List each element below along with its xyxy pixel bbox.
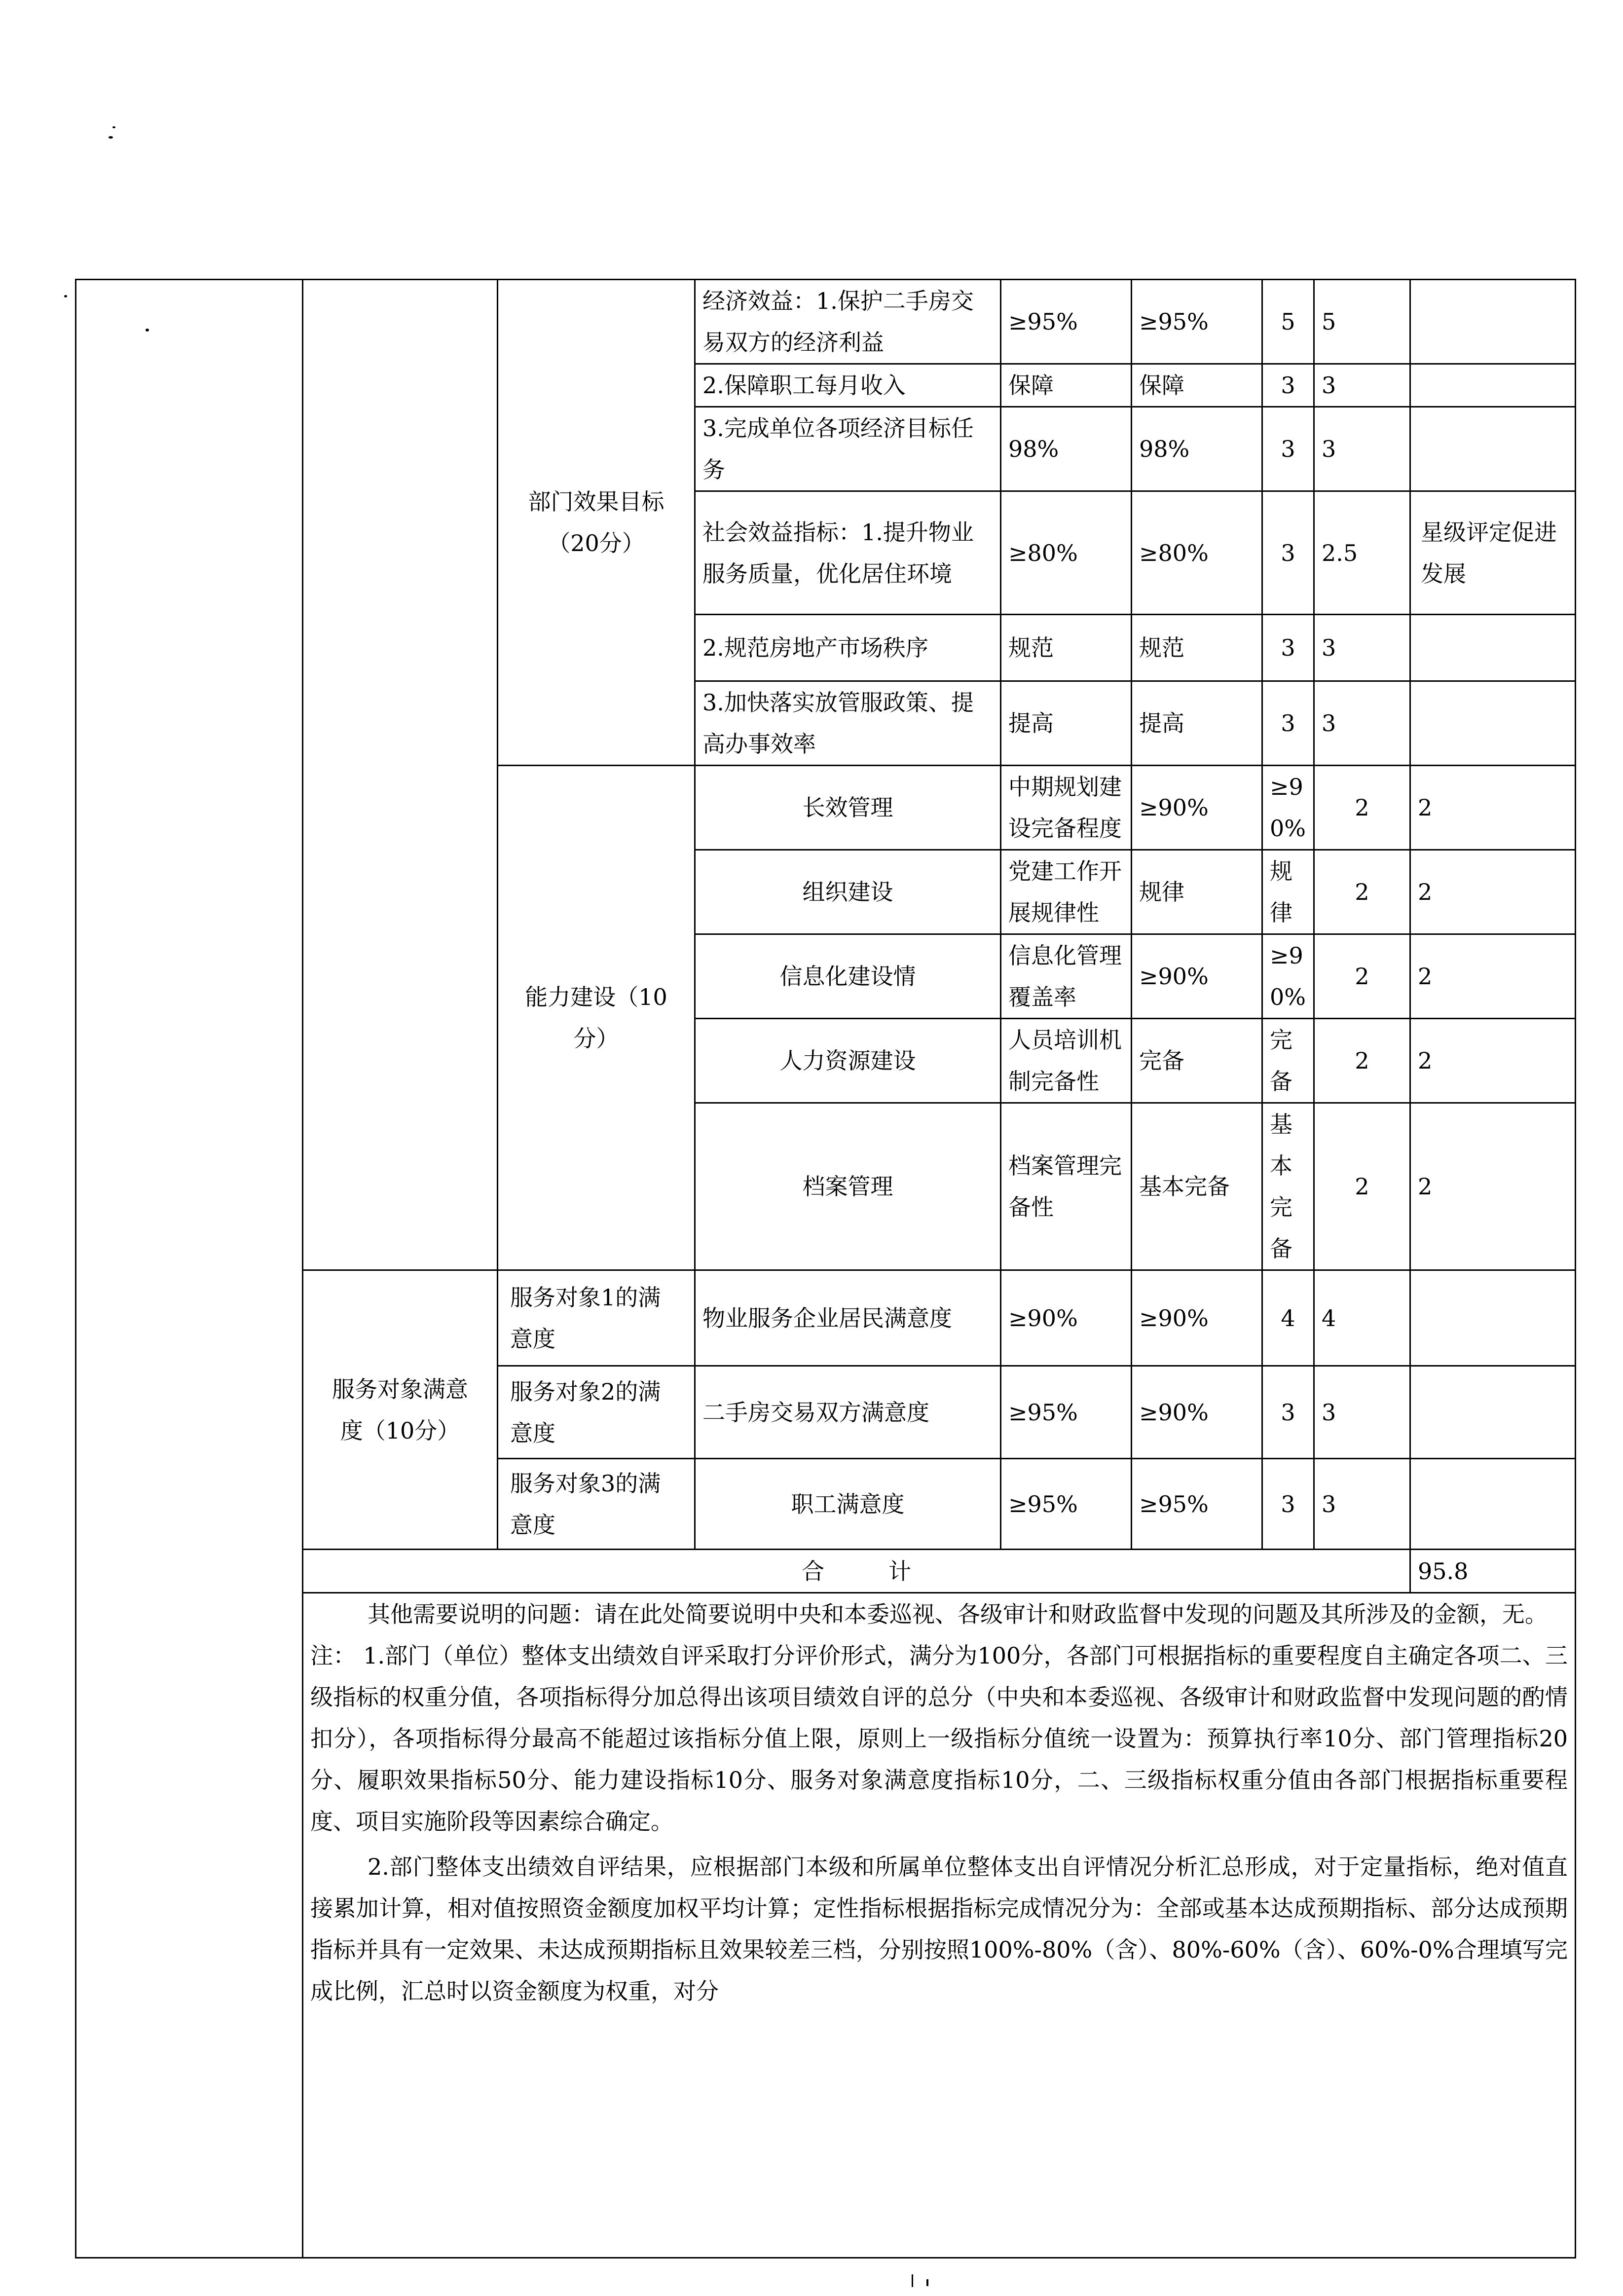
weight-cell: 3: [1262, 491, 1314, 615]
actual-value-cell: 98%: [1132, 407, 1262, 491]
score-cell: 3: [1314, 407, 1410, 491]
scan-speck: [64, 295, 67, 297]
level3-indicator-cell: 服务对象1的满意度: [498, 1270, 695, 1366]
level3-indicator-cell: 档案管理: [695, 1103, 1001, 1270]
indicator-cell: 档案管理完备性: [1001, 1103, 1132, 1270]
actual-value-cell: ≥90%: [1132, 1366, 1262, 1459]
score-cell: 4: [1314, 1270, 1410, 1366]
level2-indicator-cell: [303, 280, 498, 1270]
actual-value-cell: 基本完备: [1262, 1103, 1314, 1270]
score-cell: 2.5: [1314, 491, 1410, 615]
indicator-cell: 物业服务企业居民满意度: [695, 1270, 1001, 1366]
weight-cell: 3: [1262, 681, 1314, 766]
level1-indicator-cell: [76, 280, 303, 2258]
score-cell: 3: [1314, 1459, 1410, 1550]
note-2-text: 2.部门整体支出绩效自评结果，应根据部门本级和所属单位整体支出自评情况分析汇总形成，对于定量指标，绝对值直接累加计算，相对值按照资金额度加权平均计算；定性指标根据指标完成情况分为：全部或基本达成预期指标、部分达成预期指标并具有一定效果、未达成预期指标且效果较差三档，分别按照100%-80%（含）、80%-60%（含）、60%-0%合理填写完成比例，汇总时以资金额度为权重，对分: [310, 1853, 1568, 2004]
target-value-cell: ≥90%: [1001, 1270, 1132, 1366]
target-value-cell: 98%: [1001, 407, 1132, 491]
note-1-text: 注： 1.部门（单位）整体支出绩效自评采取打分评价形式，满分为100分，各部门可根据指标的重要程度自主确定各项二、三级指标的权重分值，各项指标得分加总得出该项目绩效自评的总分（中央和本委巡视、各级审计和财政监督中发现问题的酌情扣分），各项指标得分最高不能超过该指标分值上限，原则上一级指标分值统一设置为：预算执行率10分、部门管理指标20分、履职效果指标50分、能力建设指标10分、服务对象满意度指标10分，二、三级指标权重分值由各部门根据指标重要程度、项目实施阶段等因素综合确定。: [310, 1642, 1568, 1835]
indicator-cell: 职工满意度: [695, 1459, 1001, 1550]
remark-cell: 星级评定促进发展: [1410, 491, 1576, 615]
weight-cell: 2: [1314, 1103, 1410, 1270]
scan-speck: [926, 2279, 928, 2286]
actual-value-cell: ≥90%: [1262, 934, 1314, 1019]
indicator-cell: 2.规范房地产市场秩序: [695, 615, 1001, 681]
weight-cell: 2: [1314, 850, 1410, 934]
target-value-cell: 完备: [1132, 1019, 1262, 1103]
remark-cell: [1410, 407, 1576, 491]
weight-cell: 2: [1314, 1019, 1410, 1103]
remark-cell: [1410, 1459, 1576, 1550]
remark-cell: [1410, 1366, 1576, 1459]
weight-cell: 3: [1262, 1366, 1314, 1459]
indicator-cell: 二手房交易双方满意度: [695, 1366, 1001, 1459]
target-value-cell: ≥90%: [1132, 934, 1262, 1019]
scan-speck: [912, 2274, 913, 2287]
level3-indicator-cell: 长效管理: [695, 766, 1001, 850]
score-cell: 3: [1314, 1366, 1410, 1459]
indicator-cell: 社会效益指标：1.提升物业服务质量，优化居住环境: [695, 491, 1001, 615]
table-row: [76, 280, 1576, 364]
total-label: [303, 1550, 1410, 1593]
remark-cell: [1410, 681, 1576, 766]
score-cell: 2: [1410, 1019, 1576, 1103]
target-value-cell: 规律: [1132, 850, 1262, 934]
weight-cell: 4: [1262, 1270, 1314, 1366]
actual-value-cell: ≥80%: [1132, 491, 1262, 615]
remark-cell: [1410, 1270, 1576, 1366]
actual-value-cell: 规律: [1262, 850, 1314, 934]
actual-value-cell: 保障: [1132, 364, 1262, 407]
indicator-cell: 3.完成单位各项经济目标任务: [695, 407, 1001, 491]
level2-indicator-cell: 能力建设（10分）: [498, 766, 695, 1270]
other-issues-text: 其他需要说明的问题：请在此处简要说明中央和本委巡视、各级审计和财政监督中发现的问题及其所涉及的金额，无。: [368, 1601, 1548, 1628]
indicator-cell: 2.保障职工每月收入: [695, 364, 1001, 407]
total-score-cell: 95.8: [1410, 1550, 1576, 1593]
target-value-cell: 规范: [1001, 615, 1132, 681]
target-value-cell: ≥95%: [1001, 280, 1132, 364]
actual-value-cell: ≥90%: [1132, 1270, 1262, 1366]
level3-indicator-cell: 服务对象2的满意度: [498, 1366, 695, 1459]
indicator-cell: 信息化管理覆盖率: [1001, 934, 1132, 1019]
scan-speck: [112, 126, 115, 128]
target-value-cell: 提高: [1001, 681, 1132, 766]
weight-cell: 5: [1262, 280, 1314, 364]
level3-indicator-cell: 人力资源建设: [695, 1019, 1001, 1103]
target-value-cell: 基本完备: [1132, 1103, 1262, 1270]
actual-value-cell: ≥95%: [1132, 1459, 1262, 1550]
weight-cell: 2: [1314, 934, 1410, 1019]
total-label-he: 合: [802, 1557, 824, 1585]
indicator-cell: 经济效益：1.保护二手房交易双方的经济利益: [695, 280, 1001, 364]
target-value-cell: ≥95%: [1001, 1366, 1132, 1459]
remark-cell: [1410, 615, 1576, 681]
score-cell: 5: [1314, 280, 1410, 364]
weight-cell: 3: [1262, 364, 1314, 407]
target-value-cell: 保障: [1001, 364, 1132, 407]
score-cell: 3: [1314, 681, 1410, 766]
weight-cell: 3: [1262, 1459, 1314, 1550]
scan-speck: [109, 136, 113, 139]
remark-cell: [1410, 364, 1576, 407]
level3-indicator-cell: 服务对象3的满意度: [498, 1459, 695, 1550]
actual-value-cell: ≥95%: [1132, 280, 1262, 364]
target-value-cell: ≥90%: [1132, 766, 1262, 850]
actual-value-cell: 提高: [1132, 681, 1262, 766]
indicator-cell: 党建工作开展规律性: [1001, 850, 1132, 934]
level2-indicator-cell: 服务对象满意度（10分）: [303, 1270, 498, 1550]
indicator-cell: 中期规划建设完备程度: [1001, 766, 1132, 850]
actual-value-cell: 规范: [1132, 615, 1262, 681]
score-cell: 2: [1410, 1103, 1576, 1270]
target-value-cell: ≥95%: [1001, 1459, 1132, 1550]
weight-cell: 3: [1262, 615, 1314, 681]
indicator-cell: 人员培训机制完备性: [1001, 1019, 1132, 1103]
score-cell: 3: [1314, 364, 1410, 407]
weight-cell: 3: [1262, 407, 1314, 491]
indicator-cell: 3.加快落实放管服政策、提高办事效率: [695, 681, 1001, 766]
score-cell: 2: [1410, 850, 1576, 934]
notes-cell: [303, 1593, 1576, 2258]
score-cell: 2: [1410, 766, 1576, 850]
level3-indicator-cell: 信息化建设情: [695, 934, 1001, 1019]
actual-value-cell: ≥90%: [1262, 766, 1314, 850]
score-cell: 2: [1410, 934, 1576, 1019]
remark-cell: [1410, 280, 1576, 364]
performance-evaluation-table: [75, 279, 1576, 2259]
target-value-cell: ≥80%: [1001, 491, 1132, 615]
actual-value-cell: 完备: [1262, 1019, 1314, 1103]
level3-indicator-cell: 部门效果目标（20分）: [498, 280, 695, 766]
level3-indicator-cell: 组织建设: [695, 850, 1001, 934]
weight-cell: 2: [1314, 766, 1410, 850]
total-label-ji: 计: [888, 1557, 911, 1585]
score-cell: 3: [1314, 615, 1410, 681]
